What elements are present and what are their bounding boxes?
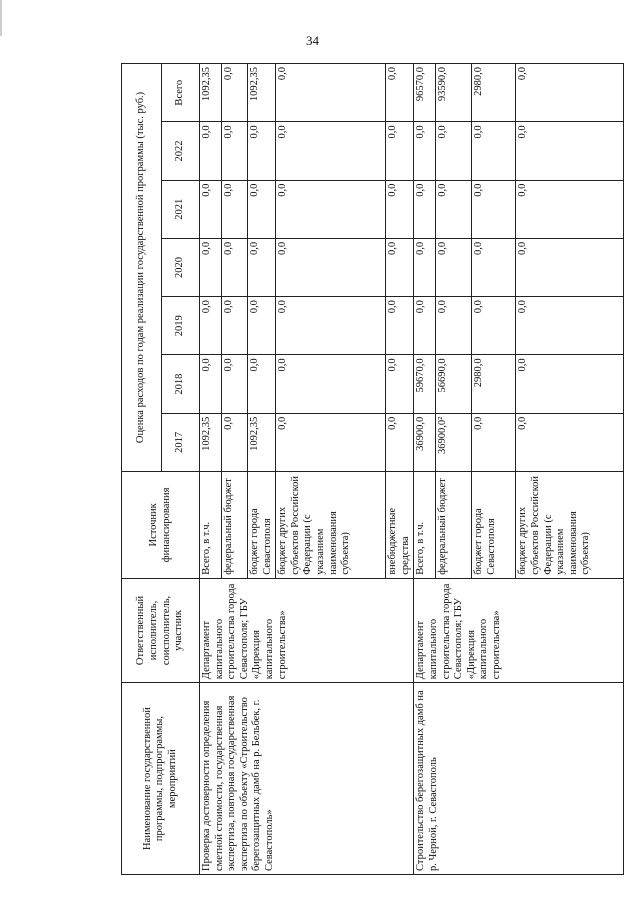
funding-source: федеральный бюджет: [436, 471, 472, 578]
value-cell: 0,0: [516, 180, 624, 238]
value-cell: 0,0: [414, 238, 436, 296]
header-year: 2017: [162, 413, 200, 471]
value-cell: 0,0: [200, 180, 222, 238]
value-cell: 0,0: [222, 413, 248, 471]
value-cell: 56690,0: [436, 355, 472, 413]
value-cell: 0,0: [222, 122, 248, 180]
value-cell: 93590,0: [436, 64, 472, 122]
header-total: Всего: [162, 64, 200, 122]
header-year: 2022: [162, 122, 200, 180]
value-cell: 0,0: [276, 122, 386, 180]
header-year: 2020: [162, 238, 200, 296]
funding-source: бюджет города Севастополя: [248, 471, 276, 578]
value-cell: 0,0: [222, 180, 248, 238]
value-cell: 0,0: [276, 413, 386, 471]
value-cell: 0,0: [436, 297, 472, 355]
value-cell: 0,0: [200, 355, 222, 413]
value-cell: 0,0: [472, 413, 516, 471]
value-cell: 0,0: [222, 297, 248, 355]
activity-responsible: Департамент капитального строительства города Севастополя; ГБУ «Дирекция капитального строительства»: [414, 578, 624, 682]
value-cell: 0,0: [516, 413, 624, 471]
funding-source: бюджет других субъектов Российской Федерации (с указанием наименования субъекта): [276, 471, 386, 578]
value-cell: 0,0: [516, 297, 624, 355]
header-responsible: Ответственный исполнитель, соисполнитель, участник: [122, 578, 200, 682]
value-cell: 0,0: [516, 355, 624, 413]
value-cell: 0,0: [472, 297, 516, 355]
header-year: 2018: [162, 355, 200, 413]
value-cell: 0,0: [276, 238, 386, 296]
header-year: 2021: [162, 180, 200, 238]
table-row: [200, 64, 222, 875]
value-cell: 0,0: [386, 238, 414, 296]
value-cell: 0,0: [436, 180, 472, 238]
value-cell: 96570,0: [414, 64, 436, 122]
value-cell: 0,0: [248, 238, 276, 296]
value-cell: 0,0: [222, 355, 248, 413]
page-number: 34: [306, 33, 319, 48]
value-cell: 0,0: [248, 122, 276, 180]
header-expenses: Оценка расходов по годам реализации государственной программы (тыс. руб.): [122, 64, 162, 472]
activity-responsible: Департамент капитального строительства города Севастополя; ГБУ «Дирекция капитального строительства»: [200, 578, 414, 682]
value-cell: 0,0: [516, 238, 624, 296]
value-cell: 0,0: [436, 122, 472, 180]
value-cell: 0,0: [276, 180, 386, 238]
value-cell: 1092,35: [200, 64, 222, 122]
value-cell: 0,0: [248, 355, 276, 413]
funding-source: внебюджетные средства: [386, 471, 414, 578]
value-cell: 0,0: [472, 238, 516, 296]
funding-source: бюджет других субъектов Российской Федерации (с указанием наименования субъекта): [516, 471, 624, 578]
value-cell: 0,0: [386, 297, 414, 355]
value-cell: 0,0: [386, 180, 414, 238]
value-cell: 0,0: [222, 64, 248, 122]
value-cell: 36900,0²: [436, 413, 472, 471]
value-cell: 0,0: [276, 355, 386, 413]
budget-table: [121, 63, 624, 875]
value-cell: 0,0: [386, 122, 414, 180]
activity-name: Проверка достоверности определения сметной стоимости, государственная экспертиза, повторная государственная экспертиза по объекту «Строительство берегозащитных дамб на р. Бельбек, г. Севастополь»: [200, 683, 414, 875]
value-cell: 0,0: [222, 238, 248, 296]
funding-source: бюджет города Севастополя: [472, 471, 516, 578]
value-cell: 0,0: [472, 122, 516, 180]
value-cell: 0,0: [414, 297, 436, 355]
value-cell: 0,0: [414, 180, 436, 238]
value-cell: 0,0: [386, 355, 414, 413]
value-cell: 0,0: [200, 122, 222, 180]
value-cell: 0,0: [516, 122, 624, 180]
value-cell: 2980,0: [472, 64, 516, 122]
page-edge-mark: [0, 0, 2, 36]
activity-name: Строительство берегозащитных дамб на р. Черной, г. Севастополь: [414, 683, 624, 875]
table-row: [414, 64, 436, 875]
funding-source: Всего, в т.ч.: [414, 471, 436, 578]
funding-source: Всего, в т.ч.: [200, 471, 222, 578]
value-cell: 0,0: [200, 297, 222, 355]
funding-source: федеральный бюджет: [222, 471, 248, 578]
value-cell: 59670,0: [414, 355, 436, 413]
value-cell: 0,0: [248, 297, 276, 355]
value-cell: 0,0: [386, 64, 414, 122]
value-cell: 0,0: [472, 180, 516, 238]
value-cell: 1092,35: [248, 64, 276, 122]
header-year: 2019: [162, 297, 200, 355]
value-cell: 36900,0: [414, 413, 436, 471]
value-cell: 1092,35: [248, 413, 276, 471]
header-source: Источник финансирования: [122, 471, 200, 578]
header-name: Наименование государственной программы, подпрограммы, мероприятий: [122, 683, 200, 875]
value-cell: 0,0: [516, 64, 624, 122]
value-cell: 0,0: [276, 64, 386, 122]
value-cell: 1092,35: [200, 413, 222, 471]
value-cell: 0,0: [386, 413, 414, 471]
value-cell: 0,0: [276, 297, 386, 355]
value-cell: 0,0: [200, 238, 222, 296]
value-cell: 0,0: [436, 238, 472, 296]
value-cell: 2980,0: [472, 355, 516, 413]
value-cell: 0,0: [414, 122, 436, 180]
rotated-table-container: [121, 63, 592, 875]
value-cell: 0,0: [248, 180, 276, 238]
